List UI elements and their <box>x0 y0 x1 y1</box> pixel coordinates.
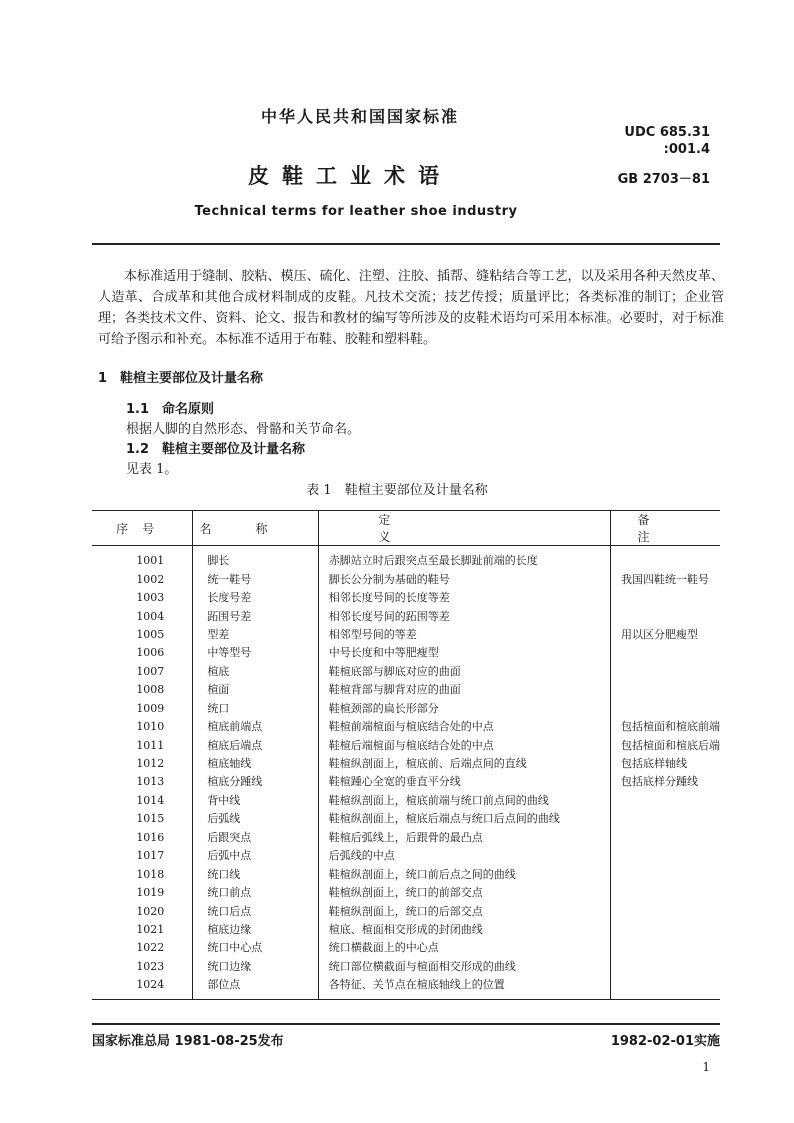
row-remark <box>611 847 721 865</box>
table-row <box>92 570 720 588</box>
table-row <box>92 921 720 939</box>
table-row <box>92 884 720 902</box>
row-remark <box>611 810 721 828</box>
row-definition: 脚长公分制为基础的鞋号 <box>318 570 610 588</box>
row-remark: 包括底样轴线 <box>621 757 687 771</box>
row-definition: 中号长度和中等肥瘦型 <box>318 644 610 662</box>
row-remark: 包括楦面和楦底后端 <box>621 738 720 752</box>
row-serial: 1011 <box>92 736 193 754</box>
row-definition: 鞋楦纵剖面上，统口前后点之间的曲线 <box>318 865 610 883</box>
row-serial: 1001 <box>92 546 193 571</box>
row-remark <box>611 663 721 681</box>
row-serial: 1015 <box>92 810 193 828</box>
row-remark <box>611 681 721 699</box>
row-remark <box>611 700 721 718</box>
row-definition: 相邻长度号间的跖围等差 <box>318 607 610 625</box>
row-serial: 1004 <box>92 607 193 625</box>
issuing-organization: 中华人民共和国国家标准 <box>260 107 459 126</box>
row-term: 楦面 <box>193 681 318 699</box>
row-serial: 1016 <box>92 829 193 847</box>
row-definition: 楦底、楦面相交形成的封闭曲线 <box>318 921 610 939</box>
row-remark <box>611 958 721 976</box>
row-term: 长度号差 <box>193 589 318 607</box>
row-remark <box>611 921 721 939</box>
row-definition: 各特征、关节点在楦底轴线上的位置 <box>318 976 610 999</box>
row-definition: 统口部位横截面与楦面相交形成的曲线 <box>318 958 610 976</box>
row-definition: 鞋楦纵剖面上，统口的前部交点 <box>318 884 610 902</box>
table-row <box>92 700 720 718</box>
header-name: 名称 <box>193 511 318 546</box>
row-serial: 1013 <box>92 773 193 791</box>
row-serial: 1019 <box>92 884 193 902</box>
section-1-1-text: 根据人脚的自然形态、骨骼和关节命名。 <box>126 422 361 437</box>
section-1-2-heading: 1.2 鞋楦主要部位及计量名称 <box>126 442 306 457</box>
section-1-1-heading: 1.1 命名原则 <box>126 402 215 417</box>
row-definition: 鞋楦纵剖面上，楦底前端与统口前点间的曲线 <box>318 792 610 810</box>
table-row <box>92 847 720 865</box>
row-term: 背中线 <box>193 792 318 810</box>
udc-line-1: UDC 685.31 <box>624 125 710 140</box>
row-remark <box>611 546 721 571</box>
row-serial: 1020 <box>92 902 193 920</box>
row-term: 统口边缘 <box>193 958 318 976</box>
row-serial: 1003 <box>92 589 193 607</box>
row-serial: 1009 <box>92 700 193 718</box>
table-row <box>92 589 720 607</box>
row-term: 后跟突点 <box>193 829 318 847</box>
table-row <box>92 976 720 999</box>
row-remark <box>611 902 721 920</box>
table-row <box>92 829 720 847</box>
row-definition: 鞋楦纵剖面上，楦底后端点与统口后点间的曲线 <box>318 810 610 828</box>
header-remark: 备注 <box>611 511 721 546</box>
row-term: 楦底边缘 <box>193 921 318 939</box>
row-remark: 包括底样分踵线 <box>621 775 698 789</box>
row-term: 统口线 <box>193 865 318 883</box>
effective-date: 1982-02-01实施 <box>610 1034 720 1049</box>
row-definition: 鞋楦后弧线上，后跟骨的最凸点 <box>318 829 610 847</box>
row-definition: 鞋楦纵剖面上，楦底前、后端点间的直线 <box>318 755 610 773</box>
footer-divider <box>92 1023 720 1025</box>
section-1-2-text: 见表 1。 <box>126 462 178 477</box>
table-row <box>92 773 720 791</box>
intro-paragraph: 本标准适用于缝制、胶粘、模压、硫化、注塑、注胶、插帮、缝粘结合等工艺，以及采用各种天然皮革、人造革、合成革和其他合成材料制成的皮鞋。凡技术交流；技艺传授；质量评比；各类标准的制订；企业管理；各类技术文件、资料、论文、报告和教材的编写等所涉及的皮鞋术语均可采用本标准。必要时，对于标准可给予图示和补充。本标准不适用于布鞋、胶鞋和塑料鞋。 <box>98 269 724 347</box>
row-definition: 鞋楦纵剖面上，统口的后部交点 <box>318 902 610 920</box>
table-row <box>92 755 720 773</box>
row-serial: 1021 <box>92 921 193 939</box>
row-serial: 1024 <box>92 976 193 999</box>
row-definition: 相邻长度号间的长度等差 <box>318 589 610 607</box>
row-definition: 鞋楦踵心全宽的垂直平分线 <box>318 773 610 791</box>
standard-number: GB 2703－81 <box>617 172 710 187</box>
row-serial: 1008 <box>92 681 193 699</box>
row-serial: 1018 <box>92 865 193 883</box>
row-serial: 1022 <box>92 939 193 957</box>
row-remark: 我国四鞋统一鞋号 <box>621 572 709 586</box>
row-definition: 鞋楦底部与脚底对应的曲面 <box>318 663 610 681</box>
row-remark <box>611 939 721 957</box>
table-row <box>92 663 720 681</box>
row-serial: 1006 <box>92 644 193 662</box>
row-definition: 赤脚站立时后跟突点至最长脚趾前端的长度 <box>318 546 610 571</box>
table-row <box>92 607 720 625</box>
row-remark: 包括楦面和楦底前端 <box>621 720 720 734</box>
row-term: 统口 <box>193 700 318 718</box>
issue-date: 国家标准总局 1981-08-25发布 <box>92 1034 284 1049</box>
row-term: 跖围号差 <box>193 607 318 625</box>
header-definition: 定义 <box>318 511 610 546</box>
table-row <box>92 810 720 828</box>
row-term: 统口中心点 <box>193 939 318 957</box>
table-row <box>92 546 720 571</box>
row-definition: 鞋楦后端楦面与楦底结合处的中点 <box>318 736 610 754</box>
row-remark <box>611 976 721 999</box>
header-serial: 序号 <box>92 511 193 546</box>
row-definition: 后弧线的中点 <box>318 847 610 865</box>
row-term: 楦底 <box>193 663 318 681</box>
udc-line-2: :001.4 <box>663 142 710 157</box>
table-body <box>92 546 720 1000</box>
row-serial: 1005 <box>92 626 193 644</box>
table-row <box>92 736 720 754</box>
row-term: 楦底轴线 <box>193 755 318 773</box>
row-term: 楦底后端点 <box>193 736 318 754</box>
row-remark <box>611 644 721 662</box>
row-term: 统口后点 <box>193 902 318 920</box>
table-row <box>92 718 720 736</box>
row-definition: 鞋楦颈部的扁长形部分 <box>318 700 610 718</box>
row-term: 统口前点 <box>193 884 318 902</box>
table-row <box>92 626 720 644</box>
english-title: Technical terms for leather shoe industry <box>194 204 518 219</box>
table-row <box>92 902 720 920</box>
row-definition: 相邻型号间的等差 <box>318 626 610 644</box>
table-row <box>92 958 720 976</box>
terms-table <box>92 510 720 1000</box>
row-term: 型差 <box>193 626 318 644</box>
row-serial: 1007 <box>92 663 193 681</box>
row-remark <box>611 589 721 607</box>
row-term: 楦底前端点 <box>193 718 318 736</box>
row-remark <box>611 884 721 902</box>
row-definition: 鞋楦背部与脚背对应的曲面 <box>318 681 610 699</box>
row-remark <box>611 865 721 883</box>
row-term: 楦底分踵线 <box>193 773 318 791</box>
udc-code <box>600 124 710 158</box>
row-term: 后弧中点 <box>193 847 318 865</box>
row-serial: 1023 <box>92 958 193 976</box>
row-definition: 统口横截面上的中心点 <box>318 939 610 957</box>
table-row <box>92 865 720 883</box>
table-row <box>92 644 720 662</box>
row-serial: 1012 <box>92 755 193 773</box>
row-remark: 用以区分肥瘦型 <box>621 627 698 641</box>
row-definition: 鞋楦前端楦面与楦底结合处的中点 <box>318 718 610 736</box>
row-serial: 1002 <box>92 570 193 588</box>
row-term: 后弧线 <box>193 810 318 828</box>
document-title: 皮鞋工业术语 <box>248 164 452 188</box>
row-remark <box>611 607 721 625</box>
row-serial: 1014 <box>92 792 193 810</box>
header-divider <box>92 243 720 245</box>
row-term: 统一鞋号 <box>193 570 318 588</box>
row-term: 脚长 <box>193 546 318 571</box>
row-term: 部位点 <box>193 976 318 999</box>
section-1-heading: 1 鞋楦主要部位及计量名称 <box>98 371 264 386</box>
row-serial: 1010 <box>92 718 193 736</box>
row-serial: 1017 <box>92 847 193 865</box>
table-row <box>92 792 720 810</box>
row-remark <box>611 792 721 810</box>
page-number: 1 <box>702 1060 710 1074</box>
table-caption: 表 1 鞋楦主要部位及计量名称 <box>306 483 488 498</box>
row-remark <box>611 829 721 847</box>
table-header-row <box>92 511 720 546</box>
row-term: 中等型号 <box>193 644 318 662</box>
table-row <box>92 939 720 957</box>
table-row <box>92 681 720 699</box>
